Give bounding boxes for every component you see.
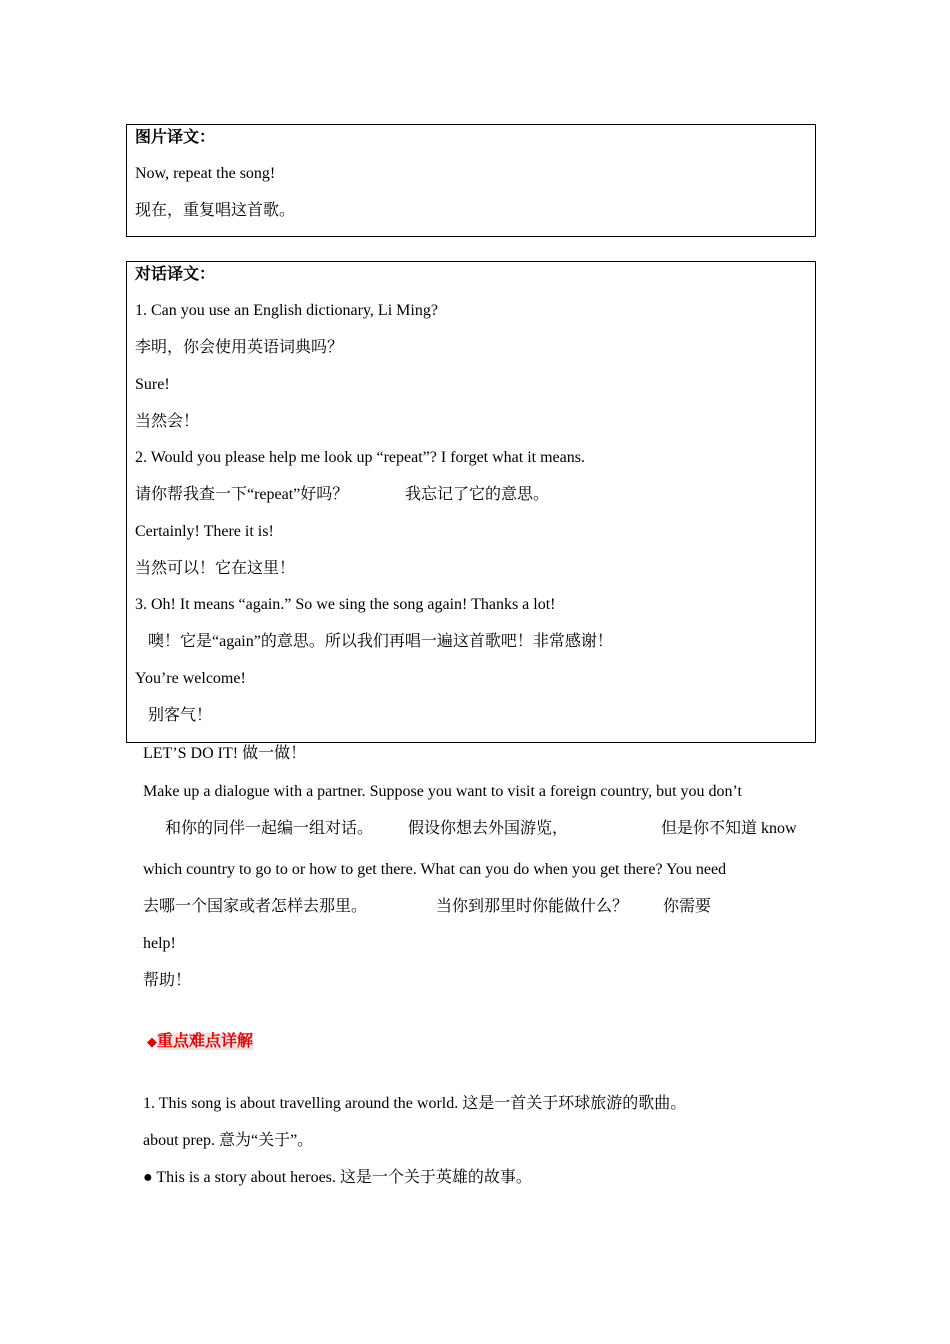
- diamond-bullet-icon: ◆: [147, 1034, 157, 1049]
- dialogue-line: 2. Would you please help me look up “repeat”? I forget what it means.: [135, 449, 585, 466]
- dialogue-line: You’re welcome!: [135, 670, 246, 687]
- dialogue-line: 1. Can you use an English dictionary, Li Ming?: [135, 302, 438, 319]
- task-line-zh: 帮助！: [143, 972, 192, 989]
- lets-do-it-heading: LET’S DO IT! 做一做！: [143, 745, 307, 762]
- picture-translation-heading: 图片译文：: [135, 129, 216, 146]
- task-line-zh: 但是你不知道 know: [661, 820, 797, 837]
- task-line-zh: 当你到那里时你能做什么？: [436, 898, 629, 915]
- dialogue-line: 噢！它是“again”的意思。所以我们再唱一遍这首歌吧！非常感谢！: [148, 633, 613, 650]
- dialogue-line: Sure!: [135, 376, 170, 393]
- dialogue-line: 我忘记了它的意思。: [405, 486, 550, 503]
- task-line-zh: 假设你想去外国游览，: [408, 820, 569, 837]
- task-line-zh: 你需要: [663, 898, 712, 915]
- dialogue-line: 别客气！: [148, 707, 213, 724]
- dialogue-line: 当然会！: [135, 413, 200, 430]
- dialogue-line: 请你帮我查一下“repeat”好吗？: [135, 486, 349, 503]
- dialogue-line: 3. Oh! It means “again.” So we sing the song again! Thanks a lot!: [135, 596, 556, 613]
- picture-line-zh: 现在，重复唱这首歌。: [135, 202, 296, 219]
- dialogue-translation-heading: 对话译文：: [135, 266, 216, 283]
- dialogue-line: 李明，你会使用英语词典吗？: [135, 339, 344, 356]
- dialogue-line: 当然可以！它在这里！: [135, 560, 296, 577]
- key-point-example: ● This is a story about heroes. 这是一个关于英雄的故事。: [143, 1169, 532, 1186]
- picture-line-en: Now, repeat the song!: [135, 165, 276, 182]
- task-line-en: Make up a dialogue with a partner. Suppose you want to visit a foreign country, but you don’t: [143, 783, 742, 800]
- task-line-zh: 去哪一个国家或者怎样去那里。: [143, 898, 368, 915]
- key-points-title: 重点难点详解: [157, 1033, 254, 1050]
- key-points-heading: [147, 1032, 253, 1052]
- task-line-zh: 和你的同伴一起编一组对话。: [165, 820, 374, 837]
- task-line-en: which country to go to or how to get there. What can you do when you get there? You need: [143, 861, 727, 878]
- key-point-sentence: 1. This song is about travelling around the world. 这是一首关于环球旅游的歌曲。: [143, 1095, 687, 1112]
- dialogue-line: Certainly! There it is!: [135, 523, 274, 540]
- task-line-en: help!: [143, 935, 176, 952]
- key-point-definition: about prep. 意为“关于”。: [143, 1132, 314, 1149]
